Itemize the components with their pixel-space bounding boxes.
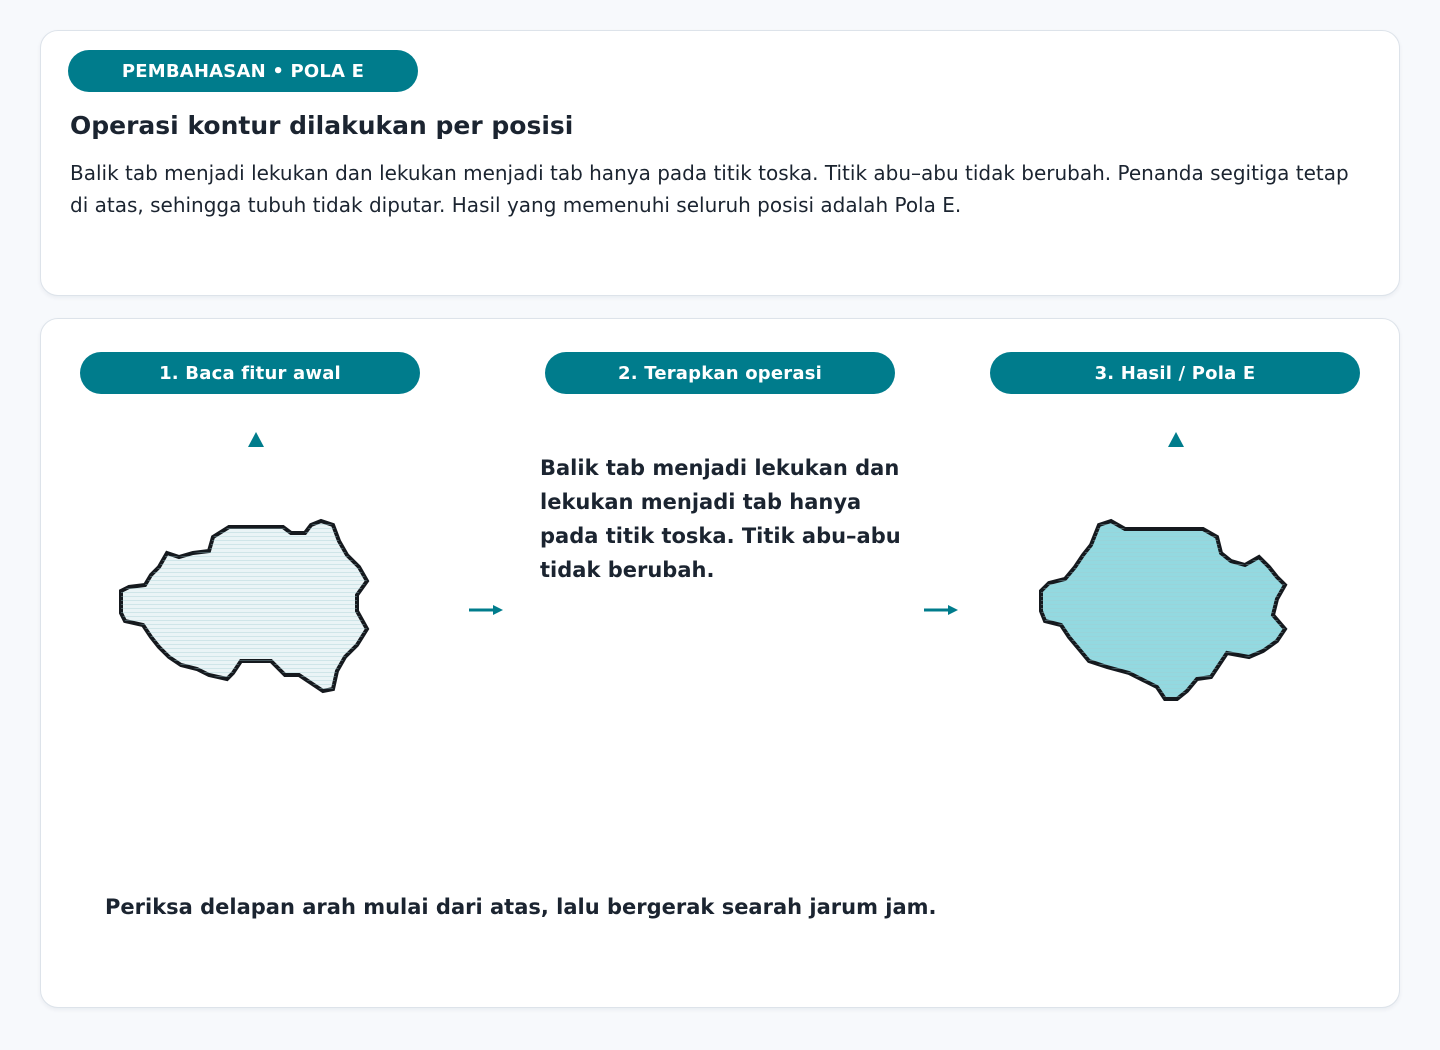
marker-triangle-before: [248, 432, 264, 447]
footer-note: Periksa delapan arah mulai dari atas, lalu bergerak searah jarum jam.: [105, 895, 937, 919]
marker-triangle-after: [1168, 432, 1184, 447]
step-3-label: 3. Hasil / Pola E: [990, 352, 1360, 394]
shape-after: [1041, 521, 1285, 699]
steps-card: [40, 318, 1400, 1008]
arrow-right-icon: [469, 605, 503, 615]
step-1-label: 1. Baca fitur awal: [80, 352, 420, 394]
step-2-label: 2. Terapkan operasi: [545, 352, 895, 394]
section-title: Operasi kontur dilakukan per posisi: [70, 111, 574, 140]
arrow-right-icon: [924, 605, 958, 615]
shape-before: [121, 521, 367, 691]
section-description: Balik tab menjadi lekukan dan lekukan menjadi tab hanya pada titik toska. Titik abu–abu tidak berubah. Penanda segitiga tetap di atas, sehingga tubuh tidak diputar. Hasil yang memenuhi seluruh posisi adalah Pola E.: [70, 161, 1349, 217]
operation-description: Balik tab menjadi lekukan dan lekukan menjadi tab hanya pada titik toska. Titik abu–abu tidak berubah.: [540, 456, 901, 582]
explanation-card: [40, 30, 1400, 296]
section-badge: PEMBAHASAN • POLA E: [68, 50, 418, 92]
